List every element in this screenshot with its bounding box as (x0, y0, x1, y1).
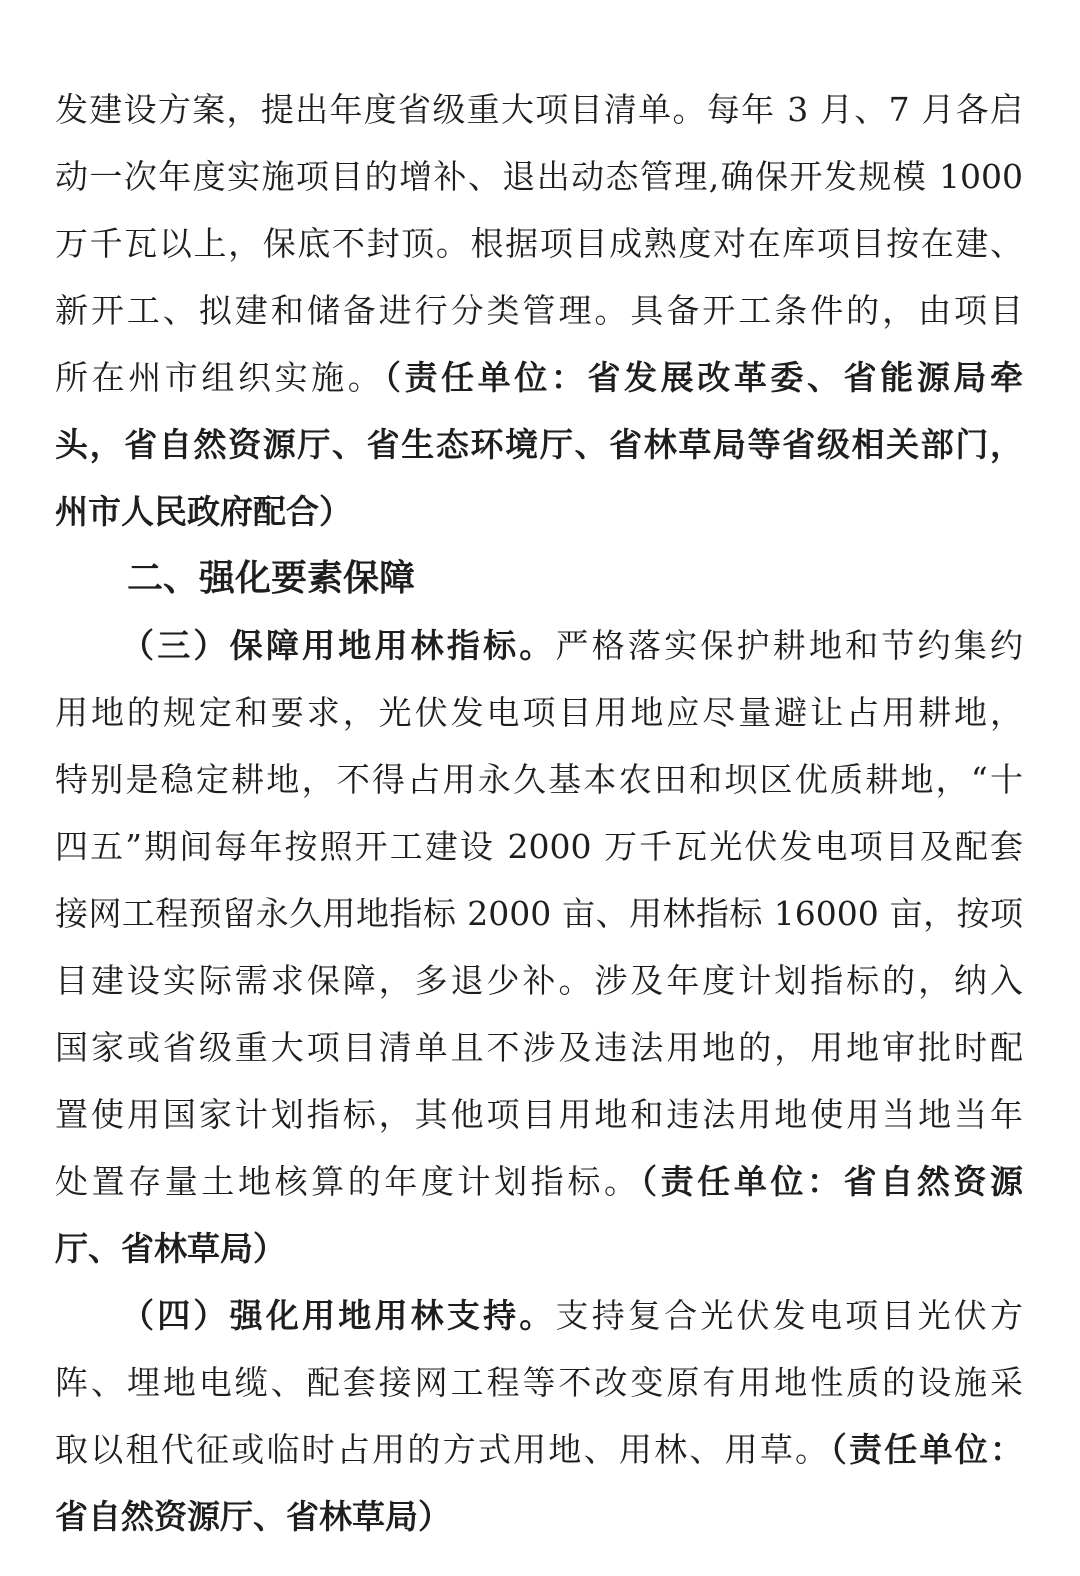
text-line (55, 143, 1023, 210)
bold-text-segment: 州市人民政府配合） (55, 492, 352, 531)
text-segment: 发建设方案，提出年度省级重大项目清单。每年 3 月、7 月各启 (55, 90, 1023, 129)
text-line (55, 679, 1023, 746)
text-segment: 支持复合光伏发电项目光伏方 (555, 1296, 1023, 1335)
bold-text-segment: （责任单位： (830, 1430, 1023, 1469)
text-segment: 特别是稳定耕地，不得占用永久基本农田和坝区优质耕地，“十 (55, 760, 1023, 799)
bold-text-segment: （四）强化用地用林支持。 (121, 1296, 556, 1335)
text-line (55, 1014, 1023, 1081)
text-segment: 置使用国家计划指标，其他项目用地和违法用地使用当地当年 (55, 1095, 1023, 1134)
text-line (55, 344, 1023, 411)
text-segment: 国家或省级重大项目清单且不涉及违法用地的，用地审批时配 (55, 1028, 1023, 1067)
text-line (55, 746, 1023, 813)
text-line (55, 813, 1023, 880)
text-line (55, 880, 1023, 947)
text-segment: 万千瓦以上，保底不封顶。根据项目成熟度对在库项目按在建、 (55, 224, 1023, 263)
text-segment: 取以租代征或临时占用的方式用地、用林、用草。 (55, 1430, 831, 1469)
bold-text-segment: （责任单位：省自然资源 (640, 1162, 1023, 1201)
text-segment: 阵、埋地电缆、配套接网工程等不改变原有用地性质的设施采 (55, 1363, 1023, 1402)
text-segment: 处置存量土地核算的年度计划指标。 (55, 1162, 641, 1201)
text-line (55, 1215, 1023, 1282)
bold-text-segment: 省自然资源厅、省林草局） (55, 1497, 451, 1536)
text-line (55, 210, 1023, 277)
text-segment: 新开工、拟建和储备进行分类管理。具备开工条件的，由项目 (55, 291, 1023, 330)
bold-text-segment: （三）保障用地用林指标。 (121, 626, 556, 665)
text-line (55, 411, 1023, 478)
text-line (55, 1483, 1023, 1550)
text-segment: 动一次年度实施项目的增补、退出动态管理,确保开发规模 1000 (55, 157, 1023, 196)
text-line (55, 76, 1023, 143)
text-line (55, 1349, 1023, 1416)
text-segment: 目建设实际需求保障，多退少补。涉及年度计划指标的，纳入 (55, 961, 1023, 1000)
text-segment: 用地的规定和要求，光伏发电项目用地应尽量避让占用耕地， (55, 693, 1023, 732)
text-line (55, 277, 1023, 344)
text-segment: 所在州市组织实施。 (55, 358, 385, 397)
text-line (55, 1416, 1023, 1483)
bold-text-segment: （责任单位：省发展改革委、省能源局牵 (384, 358, 1023, 397)
text-line (55, 947, 1023, 1014)
bold-text-segment: 头，省自然资源厅、省生态环境厅、省林草局等省级相关部门， (55, 425, 1023, 464)
text-line (55, 1081, 1023, 1148)
bold-text-segment: 厅、省林草局） (55, 1229, 286, 1268)
text-segment: 四五”期间每年按照开工建设 2000 万千瓦光伏发电项目及配套 (55, 827, 1023, 866)
text-line (55, 478, 1023, 545)
text-segment: 接网工程预留永久用地指标 2000 亩、用林指标 16000 亩，按项 (55, 894, 1023, 933)
document-lines (55, 76, 1023, 1550)
text-line (55, 1282, 1023, 1349)
bold-text-segment: 二、强化要素保障 (127, 558, 416, 599)
text-line (55, 612, 1023, 679)
section-heading (55, 545, 1023, 612)
text-line (55, 1148, 1023, 1215)
text-segment: 严格落实保护耕地和节约集约 (555, 626, 1023, 665)
